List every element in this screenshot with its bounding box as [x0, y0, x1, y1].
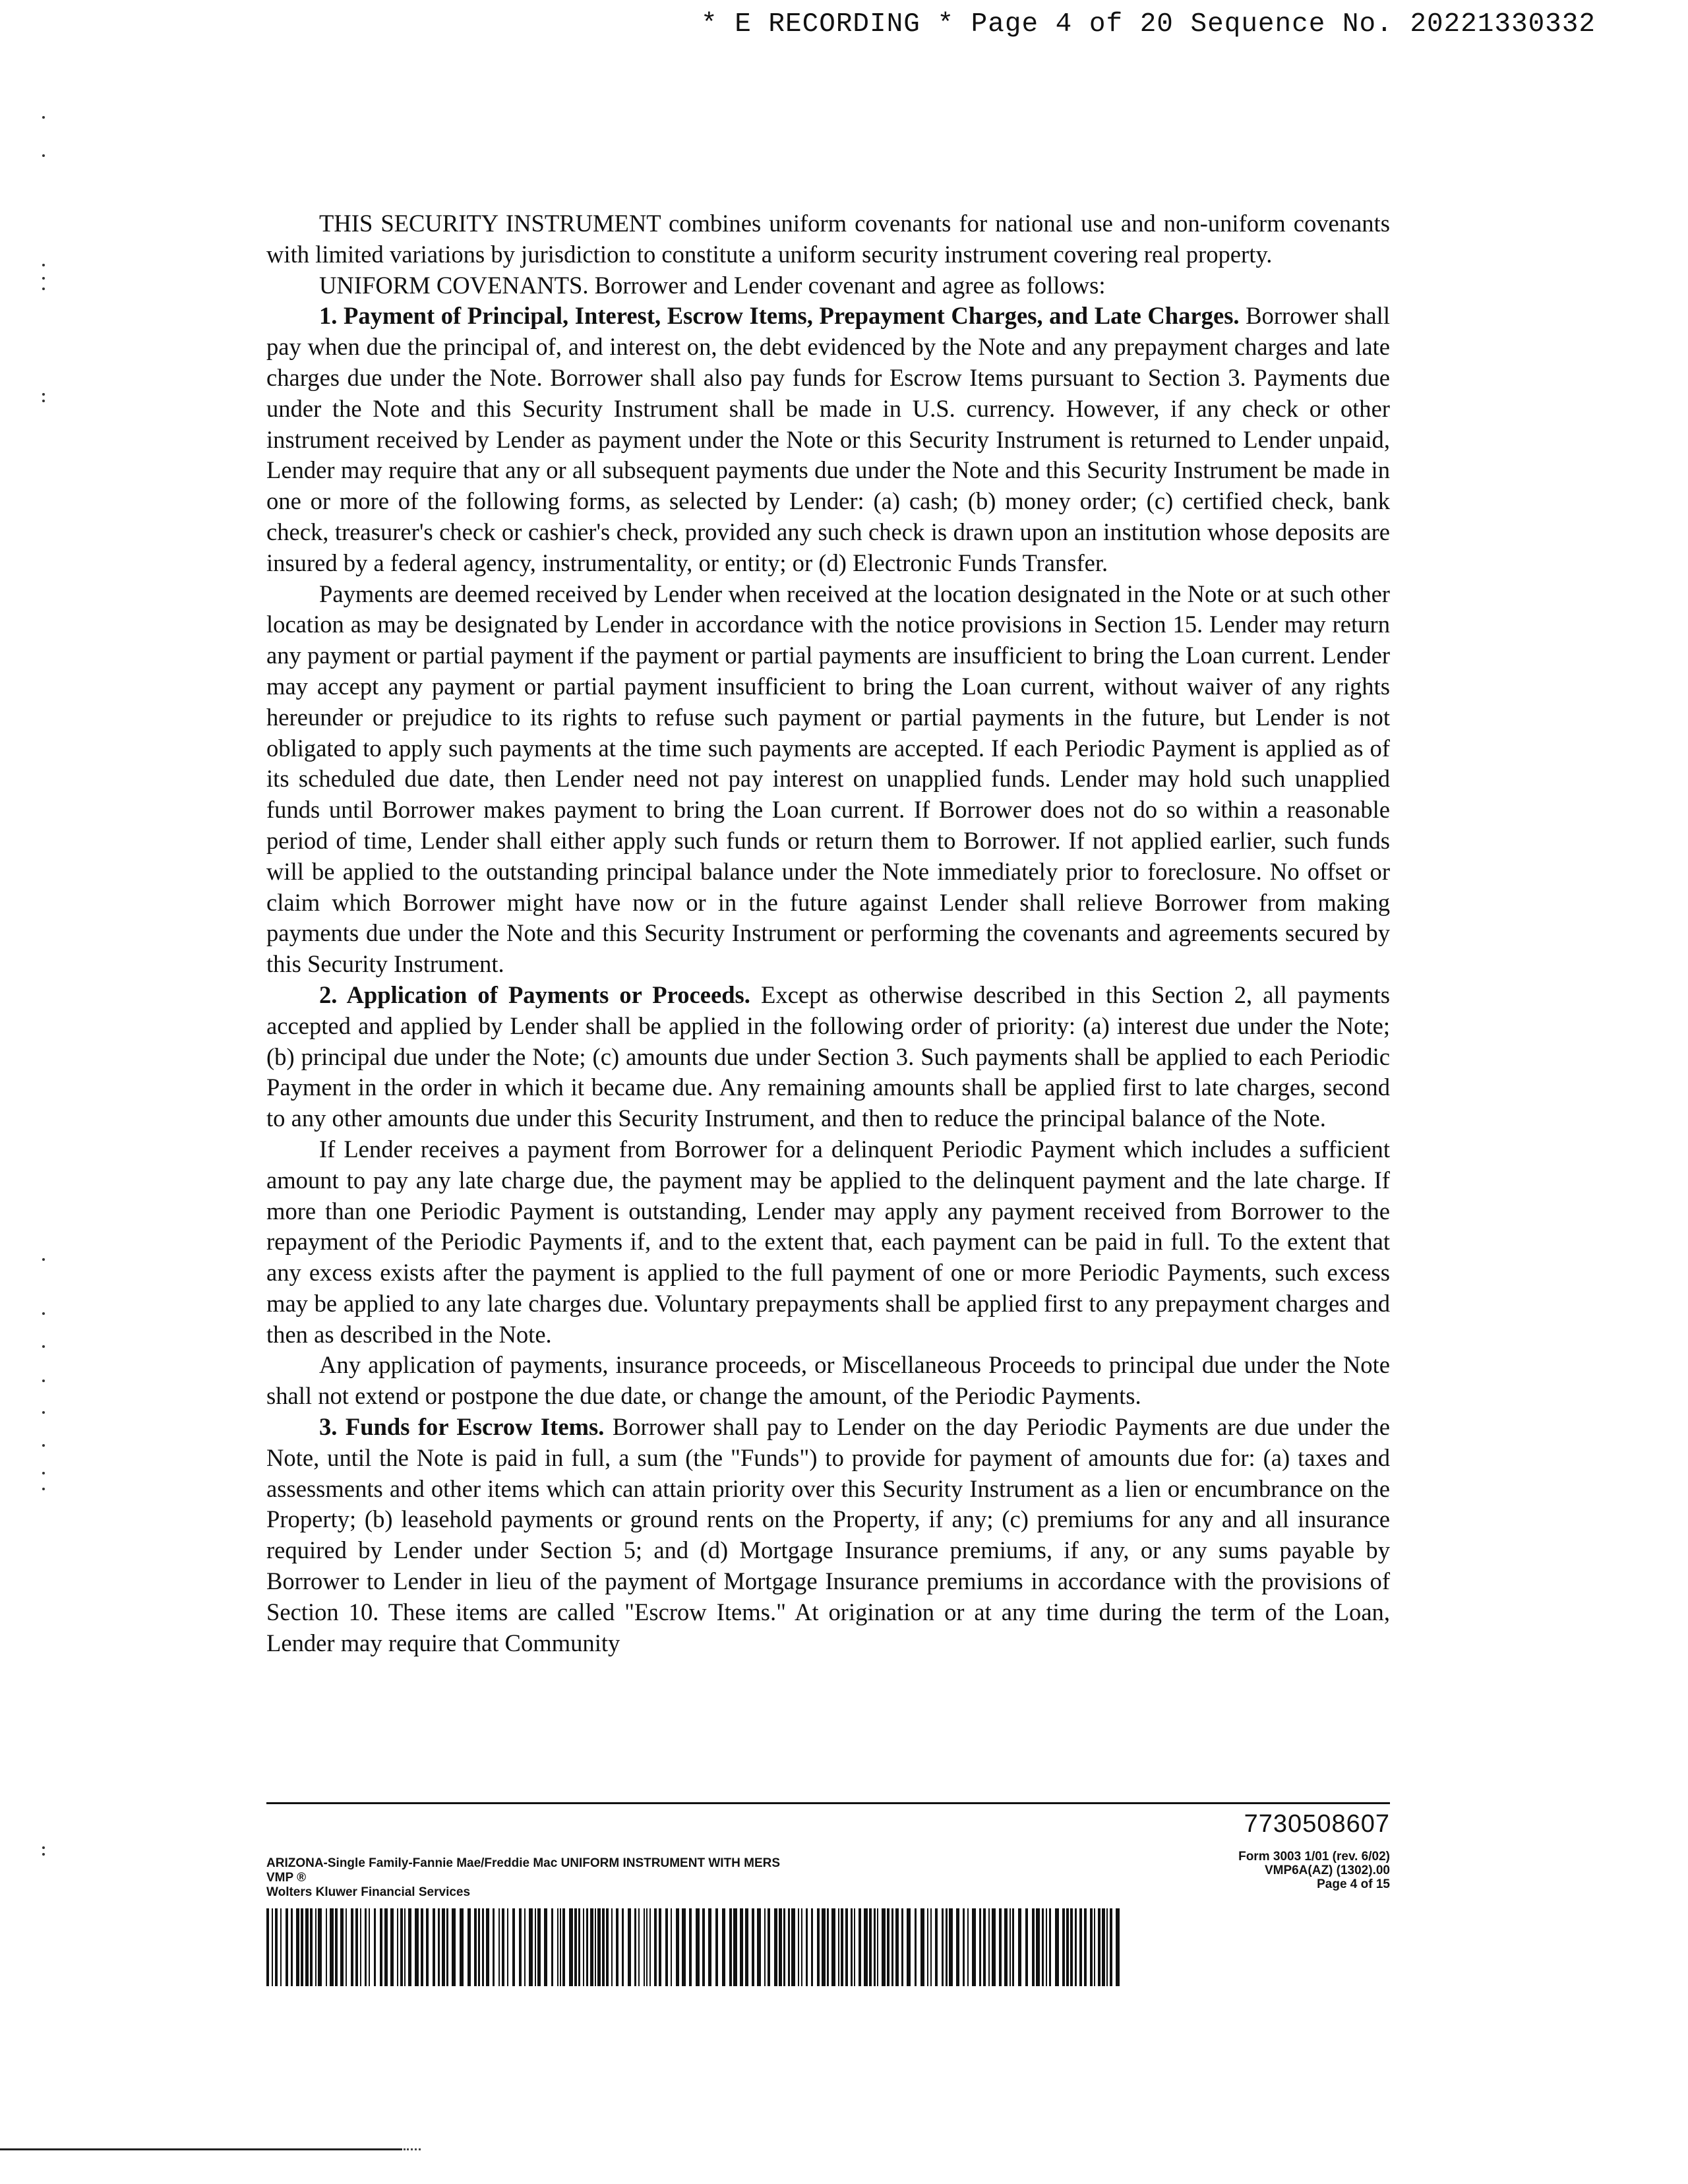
- footer-divider: [266, 1802, 1390, 1804]
- barcode-bar: [702, 1908, 705, 1986]
- barcode-bar: [400, 1908, 403, 1986]
- barcode-bar: [622, 1908, 624, 1986]
- barcode-bar: [942, 1908, 944, 1986]
- barcode-bar: [671, 1908, 672, 1986]
- barcode-bar: [578, 1908, 580, 1986]
- barcode-bar: [544, 1908, 547, 1986]
- barcode-bar: [442, 1908, 445, 1986]
- barcode-bar: [696, 1908, 700, 1986]
- barcode-bar: [1036, 1908, 1040, 1986]
- barcode-bar: [715, 1908, 718, 1986]
- barcode-bar: [351, 1908, 353, 1986]
- barcode-bar: [838, 1908, 839, 1986]
- section-2-paragraph: [266, 980, 1390, 1134]
- barcode-bar: [280, 1908, 282, 1986]
- barcode-bar: [616, 1908, 618, 1986]
- barcode-bar: [397, 1908, 398, 1986]
- barcode-bar: [927, 1908, 928, 1986]
- barcode-bar: [874, 1908, 876, 1986]
- footer-vmp-code: VMP6A(AZ) (1302).00: [1264, 1864, 1390, 1877]
- barcode-bar: [869, 1908, 872, 1986]
- barcode-bar: [335, 1908, 338, 1986]
- barcode-bar: [791, 1908, 795, 1986]
- barcode-bar: [595, 1908, 596, 1986]
- barcode-bar: [864, 1908, 868, 1986]
- barcode-bar: [493, 1908, 495, 1986]
- barcode-bar: [340, 1908, 344, 1986]
- footer-form-info: [266, 1856, 780, 1900]
- barcode-bar: [638, 1908, 640, 1986]
- section-1-paragraph-2: Payments are deemed received by Lender when received at the location designated in the Note or at such other location as may be designated by Lender in accordance with the notice provisions in Section 15. Lender may return any payment or partial payment if the payment or partial payments are insufficient to bring the Loan current. Lender may accept any payment or partial payment insufficient to bring the Loan current, without waiver of any rights hereunder or prejudice to its rights to refuse such payment or partial payments in the future, but Lender is not obligated to apply such payments at the time such payments are accepted. If each Periodic Payment is applied as of its scheduled due date, then Lender need not pay interest on unapplied funds. Lender may hold such unapplied funds until Borrower makes payment to bring the Loan current. If Borrower does not do so within a reasonable period of time, Lender shall either apply such funds or return them to Borrower. If not applied earlier, such funds will be applied to the outstanding principal balance under the Note immediately prior to foreclosure. No offset or claim which Borrower might have now or in the future against Lender shall relieve Borrower from making payments due under the Note and this Security Instrument or performing the covenants and agreements secured by this Security Instrument.: [266, 580, 1390, 978]
- barcode-bar: [507, 1908, 508, 1986]
- barcode-bar: [291, 1908, 293, 1986]
- barcode-bar: [946, 1908, 948, 1986]
- barcode-bar: [355, 1908, 358, 1986]
- barcode-bar: [882, 1908, 886, 1986]
- barcode-bar: [740, 1908, 743, 1986]
- barcode-bar: [512, 1908, 515, 1986]
- barcode-bar: [586, 1908, 588, 1986]
- barcode-bar: [551, 1908, 553, 1986]
- barcode-bar: [1106, 1908, 1108, 1986]
- barcode-bar: [907, 1908, 911, 1986]
- barcode-bar: [887, 1908, 889, 1986]
- section-2-heading: 2. Application of Payments or Proceeds.: [319, 981, 750, 1008]
- barcode-bar: [415, 1908, 419, 1986]
- barcode-bar: [745, 1908, 748, 1986]
- barcode-bar: [783, 1908, 785, 1986]
- barcode-bar: [524, 1908, 526, 1986]
- barcode-bar: [602, 1908, 605, 1986]
- footer-form-title: ARIZONA-Single Family-Fannie Mae/Freddie Mac UNIFORM INSTRUMENT WITH MERS: [266, 1856, 781, 1870]
- barcode-bar: [895, 1908, 899, 1986]
- footer-vmp-mark: VMP ®: [266, 1871, 307, 1885]
- barcode-bar: [915, 1908, 917, 1986]
- barcode-bar: [597, 1908, 601, 1986]
- section-2-text: Except as otherwise described in this Section 2, all payments accepted and applied by Lender shall be applied in the following order of priority: (a) interest due under the Note; (b) principal due under the Note; (c) amounts due under Section 3. Such payments shall be applied to each Periodic Payment in the order in which it became due. Any remaining amounts shall be applied first to late charges, second to any other amounts due under this Security Instrument, and then to reduce the principal balance of the Note.: [266, 981, 1390, 1132]
- barcode-bar: [983, 1908, 986, 1986]
- barcode-bar: [486, 1908, 489, 1986]
- intro-paragraph: THIS SECURITY INSTRUMENT combines uniform covenants for national use and non-uniform covenants with limited variations by jurisdiction to constitute a uniform security instrument covering real property.: [266, 210, 1390, 268]
- barcode-bar: [682, 1908, 686, 1986]
- barcode-bar: [1055, 1908, 1059, 1986]
- barcode-bar: [729, 1908, 732, 1986]
- barcode-bar: [1046, 1908, 1047, 1986]
- barcode-bar: [949, 1908, 953, 1986]
- barcode-bar: [1010, 1908, 1011, 1986]
- footer-form-number: [1238, 1850, 1390, 1891]
- barcode-bar: [634, 1908, 636, 1986]
- barcode-bar: [801, 1908, 802, 1986]
- barcode-bar: [1110, 1908, 1112, 1986]
- barcode-bar: [1090, 1908, 1093, 1986]
- barcode-bar: [467, 1908, 471, 1986]
- barcode-bar: [560, 1908, 561, 1986]
- barcode-bar: [272, 1908, 273, 1986]
- barcode-bar: [1084, 1908, 1087, 1986]
- barcode-bar: [1098, 1908, 1100, 1986]
- barcode-bar: [992, 1908, 996, 1986]
- barcode-bar: [665, 1908, 668, 1986]
- barcode-bar: [999, 1908, 1002, 1986]
- barcode-bar: [1079, 1908, 1082, 1986]
- barcode-bar: [305, 1908, 309, 1986]
- barcode-bar: [365, 1908, 367, 1986]
- barcode-bar: [764, 1908, 766, 1986]
- barcode-bar: [569, 1908, 573, 1986]
- barcode-bar: [920, 1908, 924, 1986]
- barcode-bar: [851, 1908, 853, 1986]
- barcode-bar: [557, 1908, 558, 1986]
- section-3-text: Borrower shall pay to Lender on the day Periodic Payments are due under the Note, until the Note is paid in full, a sum (the "Funds") to provide for payment of amounts due for: (a) taxes and assessments and other items which can attain priority over this Security Instrument as a lien or encumbrance on the Property; (b) leasehold payments or ground rents on the Property, if any; (c) premiums for any and all insurance required by Lender under Section 5; and (d) Mortgage Insurance premiums, if any, or any sums payable by Borrower to Lender in lieu of the payment of Mortgage Insurance premiums in accordance with the provisions of Section 10. These items are called "Escrow Items." At origination or at any time during the term of the Loan, Lender may require that Community: [266, 1413, 1390, 1656]
- barcode-bar: [877, 1908, 878, 1986]
- barcode-bar: [301, 1908, 303, 1986]
- barcode-bar: [1066, 1908, 1069, 1986]
- document-body: [266, 208, 1390, 1658]
- barcode-bar: [1070, 1908, 1073, 1986]
- barcode: [266, 1908, 1124, 1986]
- barcode-bar: [841, 1908, 843, 1986]
- barcode-bar: [659, 1908, 661, 1986]
- barcode-bar: [1075, 1908, 1077, 1986]
- barcode-bar: [330, 1908, 334, 1986]
- barcode-bar: [757, 1908, 761, 1986]
- barcode-bar: [768, 1908, 770, 1986]
- section-3-paragraph: [266, 1412, 1390, 1658]
- barcode-bar: [315, 1908, 316, 1986]
- barcode-bar: [537, 1908, 541, 1986]
- barcode-bar: [498, 1908, 500, 1986]
- barcode-bar: [502, 1908, 504, 1986]
- loan-number: 7730508607: [1244, 1810, 1390, 1838]
- barcode-bar: [930, 1908, 932, 1986]
- barcode-bar: [628, 1908, 631, 1986]
- barcode-bar: [733, 1908, 737, 1986]
- barcode-bar: [1032, 1908, 1035, 1986]
- barcode-bar: [346, 1908, 347, 1986]
- barcode-bar: [708, 1908, 711, 1986]
- section-2-paragraph-2: If Lender receives a payment from Borrower for a delinquent Periodic Payment which includes a sufficient amount to pay any late charge due, the payment may be applied to the delinquent payment and the late charge. If more than one Periodic Payment is outstanding, Lender may apply any payment received from Borrower to the repayment of the Periodic Payments if, and to the extent that, each payment can be paid in full. To the extent that any excess exists after the payment is applied to the full payment of one or more Periodic Payments, such excess may be applied to any late charges due. Voluntary prepayments shall be applied first to any prepayment charges and then as described in the Note.: [266, 1135, 1390, 1348]
- barcode-bar: [972, 1908, 976, 1986]
- barcode-bar: [1094, 1908, 1095, 1986]
- barcode-bar: [1062, 1908, 1065, 1986]
- section-3-heading: 3. Funds for Escrow Items.: [319, 1413, 605, 1441]
- barcode-bar: [1025, 1908, 1028, 1986]
- footer-page-number: Page 4 of 15: [1317, 1877, 1390, 1891]
- barcode-bar: [963, 1908, 965, 1986]
- barcode-bar: [644, 1908, 645, 1986]
- barcode-bar: [827, 1908, 829, 1986]
- barcode-bar: [310, 1908, 313, 1986]
- barcode-bar: [845, 1908, 848, 1986]
- barcode-bar: [452, 1908, 456, 1986]
- barcode-bar: [529, 1908, 533, 1986]
- barcode-bar: [1049, 1908, 1051, 1986]
- recording-header: * E RECORDING * Page 4 of 20 Sequence No. 20221330332: [700, 9, 1596, 40]
- barcode-bar: [831, 1908, 835, 1986]
- section-2-paragraph-3: Any application of payments, insurance proceeds, or Miscellaneous Proceeds to principal due under the Note shall not extend or postpone the due date, or change the amount, of the Periodic Payments.: [266, 1351, 1390, 1410]
- barcode-bar: [404, 1908, 406, 1986]
- scan-edge-dashes: [404, 2148, 421, 2150]
- barcode-bar: [649, 1908, 651, 1986]
- barcode-bar: [979, 1908, 981, 1986]
- barcode-bar: [967, 1908, 969, 1986]
- barcode-bar: [384, 1908, 388, 1986]
- barcode-bar: [318, 1908, 322, 1986]
- barcode-bar: [583, 1908, 584, 1986]
- barcode-bar: [1012, 1908, 1014, 1986]
- barcode-bar: [1018, 1908, 1021, 1986]
- barcode-bar: [421, 1908, 423, 1986]
- barcode-bar: [822, 1908, 826, 1986]
- barcode-bar: [798, 1908, 799, 1986]
- barcode-bar: [438, 1908, 440, 1986]
- barcode-bar: [689, 1908, 692, 1986]
- barcode-bar: [854, 1908, 855, 1986]
- barcode-bar: [562, 1908, 565, 1986]
- barcode-bar: [1116, 1908, 1120, 1986]
- barcode-bar: [956, 1908, 959, 1986]
- section-1-paragraph: [266, 301, 1390, 578]
- barcode-bar: [611, 1908, 613, 1986]
- barcode-bar: [460, 1908, 464, 1986]
- barcode-bar: [390, 1908, 394, 1986]
- barcode-bar: [817, 1908, 820, 1986]
- footer-publisher: Wolters Kluwer Financial Services: [266, 1885, 471, 1899]
- barcode-bar: [275, 1908, 278, 1986]
- barcode-bar: [590, 1908, 593, 1986]
- barcode-bar: [296, 1908, 299, 1986]
- barcode-bar: [478, 1908, 480, 1986]
- barcode-bar: [788, 1908, 790, 1986]
- scan-edge-line: [0, 2148, 402, 2150]
- scan-margin-marks: [42, 0, 55, 2184]
- barcode-bar: [374, 1908, 376, 1986]
- barcode-bar: [535, 1908, 536, 1986]
- barcode-bar: [806, 1908, 808, 1986]
- barcode-bar: [811, 1908, 813, 1986]
- barcode-bar: [1102, 1908, 1105, 1986]
- barcode-bar: [901, 1908, 903, 1986]
- barcode-bar: [891, 1908, 893, 1986]
- barcode-bar: [446, 1908, 448, 1986]
- barcode-bar: [286, 1908, 288, 1986]
- barcode-bar: [380, 1908, 382, 1986]
- barcode-bar: [722, 1908, 725, 1986]
- barcode-bar: [369, 1908, 370, 1986]
- barcode-bar: [654, 1908, 657, 1986]
- barcode-bar: [859, 1908, 861, 1986]
- section-1-heading: 1. Payment of Principal, Interest, Escrow Items, Prepayment Charges, and Late Charges.: [319, 302, 1240, 330]
- barcode-bar: [1042, 1908, 1044, 1986]
- uniform-covenants-paragraph: UNIFORM COVENANTS. Borrower and Lender covenant and agree as follows:: [319, 271, 1106, 299]
- barcode-bar: [408, 1908, 411, 1986]
- barcode-bar: [779, 1908, 782, 1986]
- barcode-bar: [774, 1908, 777, 1986]
- barcode-bar: [1004, 1908, 1008, 1986]
- barcode-bar: [988, 1908, 990, 1986]
- barcode-bar: [676, 1908, 679, 1986]
- footer-form-code: Form 3003 1/01 (rev. 6/02): [1238, 1850, 1390, 1864]
- barcode-bar: [426, 1908, 429, 1986]
- barcode-bar: [574, 1908, 577, 1986]
- barcode-bar: [433, 1908, 435, 1986]
- barcode-bar: [326, 1908, 327, 1986]
- barcode-bar: [606, 1908, 609, 1986]
- barcode-bar: [519, 1908, 522, 1986]
- barcode-bar: [266, 1908, 269, 1986]
- barcode-bar: [474, 1908, 477, 1986]
- barcode-bar: [482, 1908, 484, 1986]
- section-1-text: Borrower shall pay when due the principal of, and interest on, the debt evidenced by the Note and any prepayment charges and late charges due under the Note. Borrower shall also pay funds for Escrow Items pursuant to Section 3. Payments due under the Note and this Security Instrument shall be made in U.S. currency. However, if any check or other instrument received by Lender as payment under the Note or this Security Instrument is returned to Lender unpaid, Lender may require that any or all subsequent payments due under the Note and this Security Instrument be made in one or more of the following forms, as selected by Lender: (a) cash; (b) money order; (c) certified check, bank check, treasurer's check or cashier's check, provided any such check is drawn upon an institution whose deposits are insured by a federal agency, instrumentality, or entity; or (d) Electronic Funds Transfer.: [266, 302, 1390, 576]
- barcode-bar: [752, 1908, 754, 1986]
- barcode-bar: [360, 1908, 361, 1986]
- barcode-bar: [935, 1908, 938, 1986]
- barcode-bar: [646, 1908, 648, 1986]
